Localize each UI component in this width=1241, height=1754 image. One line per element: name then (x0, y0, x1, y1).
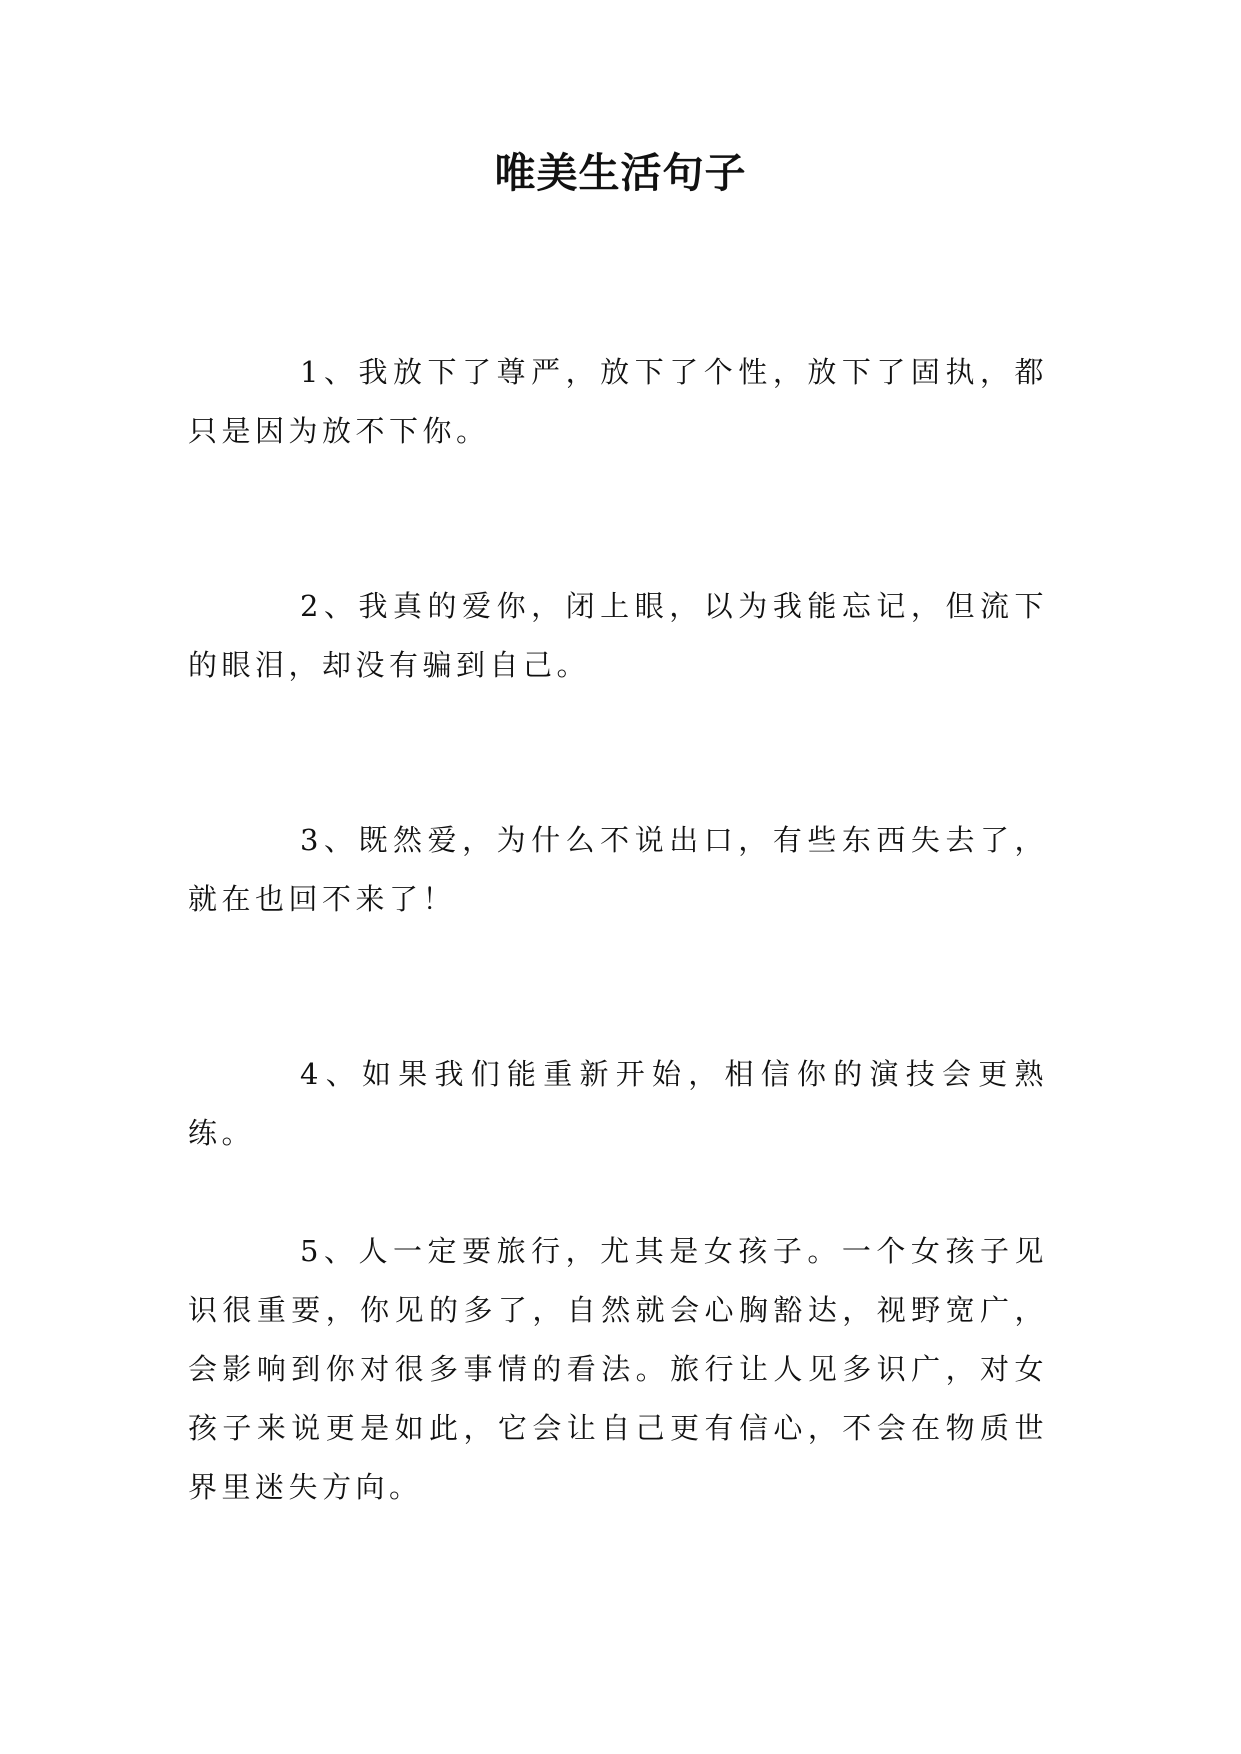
paragraph-5: 5、人一定要旅行，尤其是女孩子。一个女孩子见识很重要，你见的多了，自然就会心胸豁达，视野宽广，会影响到你对很多事情的看法。旅行让人见多识广，对女孩子来说更是如此，它会让自己更有信心，不会在物质世界里迷失方向。 (188, 1234, 1048, 1504)
paragraph-1: 1、我放下了尊严，放下了个性，放下了固执，都只是因为放不下你。 (188, 355, 1048, 448)
paragraph-3: 3、既然爱，为什么不说出口，有些东西失去了，就在也回不来了！ (188, 823, 1048, 916)
paragraph-4: 4、如果我们能重新开始，相信你的演技会更熟练。 (188, 1057, 1048, 1150)
document-title: 唯美生活句子 (494, 149, 747, 197)
paragraph-2: 2、我真的爱你，闭上眼，以为我能忘记，但流下的眼泪，却没有骗到自己。 (188, 589, 1048, 682)
